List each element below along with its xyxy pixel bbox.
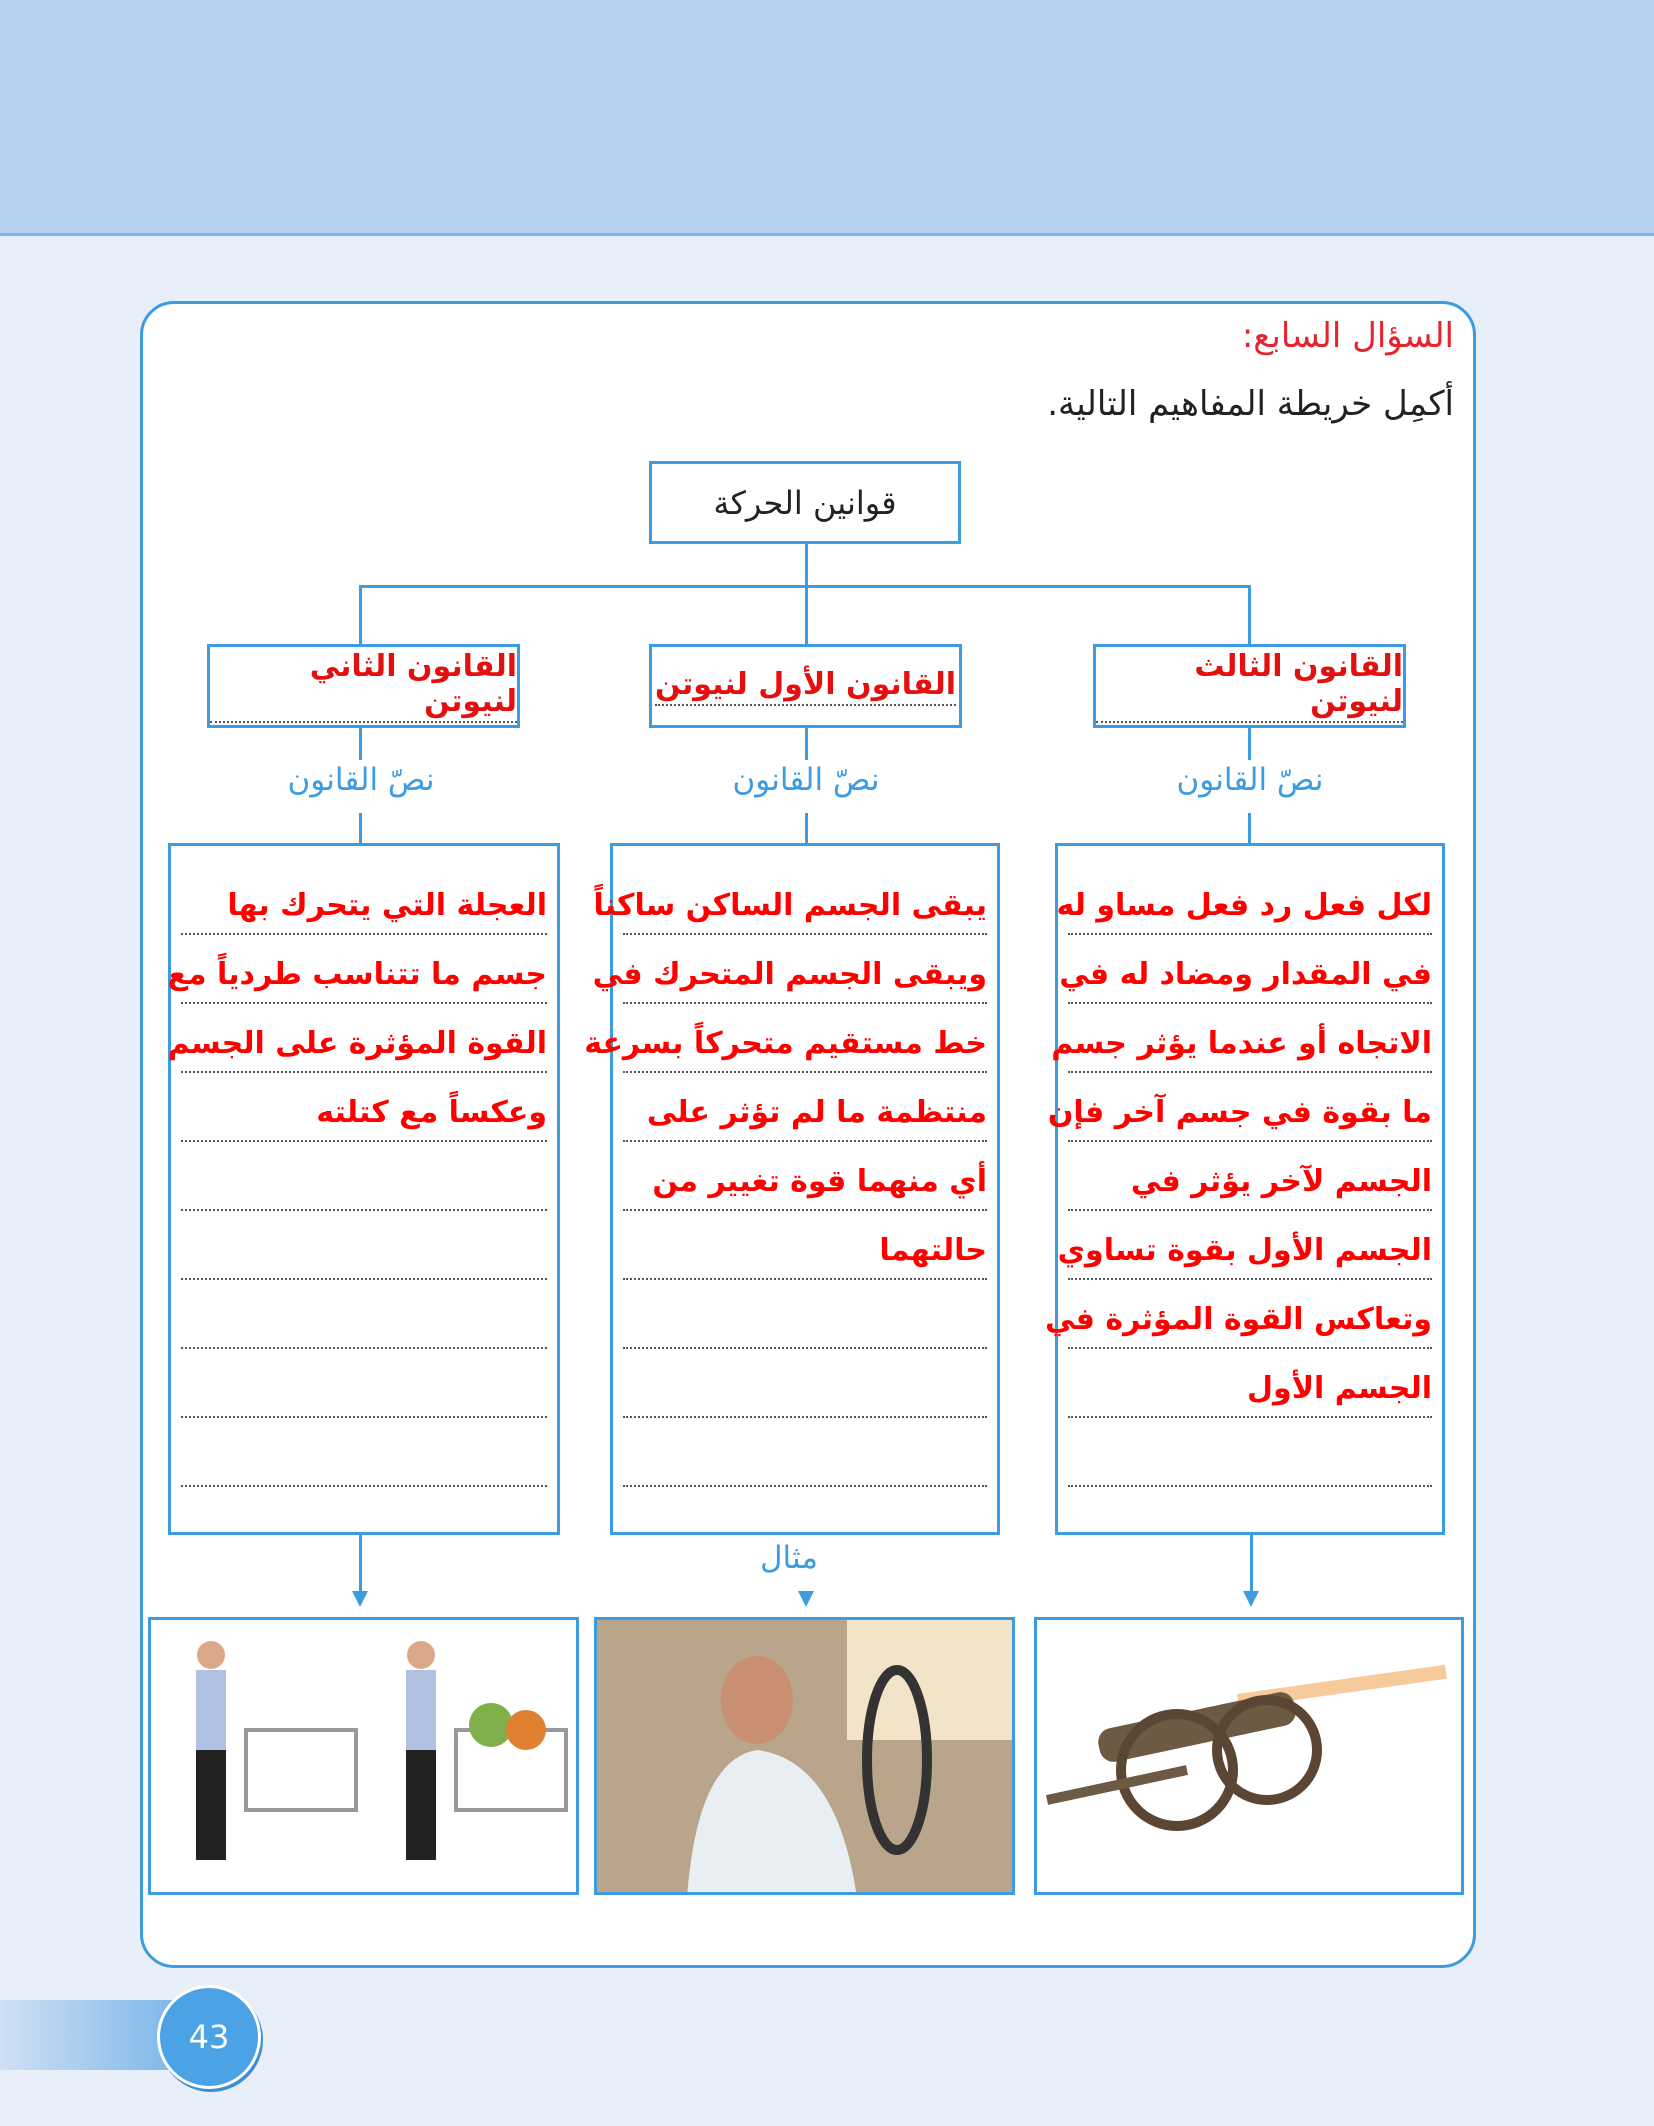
connector — [359, 585, 362, 644]
law-name: القانون الثالث لنيوتن — [1096, 649, 1403, 723]
arrow-down-icon — [1243, 1591, 1259, 1607]
answer-line — [1068, 1418, 1432, 1487]
connector — [1248, 813, 1251, 843]
law-name: القانون الثاني لنيوتن — [210, 649, 517, 723]
answer-line — [181, 1142, 547, 1211]
connector — [359, 813, 362, 843]
answer-line: يبقى الجسم الساكن ساكناً — [623, 866, 987, 935]
connector — [805, 813, 808, 843]
arrow-line — [359, 1535, 362, 1591]
page-header-band — [0, 0, 1654, 236]
connector — [1248, 728, 1251, 760]
arrow-down-icon — [352, 1591, 368, 1607]
example-label: مثال — [760, 1540, 818, 1576]
answer-line — [623, 1280, 987, 1349]
connector — [1248, 585, 1251, 644]
law-box-first — [649, 644, 962, 728]
answer-line: الجسم الأول — [1068, 1349, 1432, 1418]
answer-line: أي منهما قوة تغيير من — [623, 1142, 987, 1211]
answer-line — [181, 1418, 547, 1487]
law-name: القانون الأول لنيوتن — [655, 667, 956, 706]
answer-line: وتعاكس القوة المؤثرة في — [1068, 1280, 1432, 1349]
connector — [805, 585, 808, 644]
law-text-label: نصّ القانون — [732, 762, 880, 798]
law-text-box-second — [168, 843, 560, 1535]
law-text-label: نصّ القانون — [1176, 762, 1324, 798]
answer-line: القوة المؤثرة على الجسم — [181, 1004, 547, 1073]
connector — [805, 544, 808, 586]
law-box-second — [207, 644, 520, 728]
answer-line: الجسم الأول بقوة تساوي — [1068, 1211, 1432, 1280]
answer-line: الجسم لآخر يؤثر في — [1068, 1142, 1432, 1211]
answer-line: الاتجاه أو عندما يؤثر جسم — [1068, 1004, 1432, 1073]
answer-line — [181, 1349, 547, 1418]
arrow-down-icon — [798, 1591, 814, 1607]
connector — [805, 728, 808, 760]
answer-line: ويبقى الجسم المتحرك في — [623, 935, 987, 1004]
question-instruction: أكمِل خريطة المفاهيم التالية. — [1047, 384, 1454, 424]
answer-line: منتظمة ما لم تؤثر على — [623, 1073, 987, 1142]
answer-line: لكل فعل رد فعل مساو له — [1068, 866, 1432, 935]
page-number: 43 — [157, 1985, 261, 2089]
answer-line: العجلة التي يتحرك بها — [181, 866, 547, 935]
answer-line: ما بقوة في جسم آخر فإن — [1068, 1073, 1432, 1142]
answer-line — [623, 1418, 987, 1487]
connector — [359, 728, 362, 760]
question-title: السؤال السابع: — [1241, 316, 1454, 356]
answer-line: جسم ما تتناسب طردياً مع — [181, 935, 547, 1004]
answer-line: في المقدار ومضاد له في — [1068, 935, 1432, 1004]
law-text-box-third — [1044, 843, 1445, 1535]
arrow-line — [1250, 1535, 1253, 1591]
cannon-image — [1034, 1617, 1464, 1895]
car-driver-image — [594, 1617, 1015, 1895]
law-text-label: نصّ القانون — [287, 762, 435, 798]
answer-line — [181, 1280, 547, 1349]
law-box-third — [1093, 644, 1406, 728]
answer-line — [181, 1211, 547, 1280]
shopping-cart-image — [148, 1617, 579, 1895]
concept-root: قوانين الحركة — [649, 461, 961, 544]
answer-line: وعكساً مع كتلته — [181, 1073, 547, 1142]
answer-line: حالتهما — [623, 1211, 987, 1280]
answer-line: خط مستقيم متحركاً بسرعة — [623, 1004, 987, 1073]
answer-line — [623, 1349, 987, 1418]
law-text-box-first — [584, 843, 1000, 1535]
